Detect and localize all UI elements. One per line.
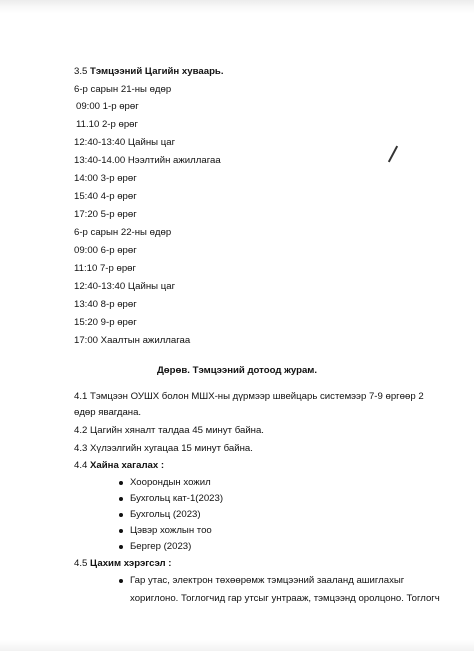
schedule-item: 13:40-14.00 Нээлтийн ажиллагаа: [74, 155, 221, 166]
bullet-icon: [119, 513, 123, 517]
tiebreak-item: Цэвэр хожлын тоо: [130, 525, 212, 536]
paragraph-4-5-line-2: хориглоно. Тоглогчид гар утсыг унтрааж, тэмцээнд оролцоно. Тоглогч: [130, 593, 440, 604]
schedule-item: 12:40-13:40 Цайны цаг: [74, 281, 176, 292]
bullet-icon: [119, 481, 123, 485]
paragraph-4-5-heading: [74, 558, 171, 570]
schedule-item: 09:00 1-р өрөг: [76, 101, 139, 112]
paragraph-4-4-heading: [74, 460, 164, 472]
paragraph-4-5-title: Цахим хэрэгсэл :: [90, 558, 172, 569]
schedule-item: 15:40 4-р өрөг: [74, 191, 137, 202]
schedule-heading-number: 3.5: [74, 66, 88, 77]
paragraph-4-5-line-1: Гар утас, электрон төхөөрөмж тэмцээний зааланд ашиглахыг: [130, 575, 405, 586]
paragraph-4-2: 4.2 Цагийн хяналт талдаа 45 минут байна.: [74, 425, 264, 436]
bullet-icon: [119, 579, 123, 583]
schedule-item: 15:20 9-р өрөг: [74, 317, 137, 328]
schedule-item: 17:00 Хаалтын ажиллагаа: [74, 335, 191, 346]
tiebreak-item: Бухгольц (2023): [130, 509, 201, 520]
bullet-icon: [119, 497, 123, 501]
pen-mark-icon: [388, 146, 398, 163]
schedule-item: 11:10 7-р өрөг: [74, 263, 136, 274]
paragraph-4-4-number: 4.4: [74, 460, 88, 471]
bullet-icon: [119, 545, 123, 549]
day2-date: 6-р сарын 22-ны өдөр: [74, 227, 172, 238]
tiebreak-item: Бергер (2023): [130, 541, 192, 552]
schedule-item: 14:00 3-р өрөг: [74, 173, 137, 184]
schedule-item: 12:40-13:40 Цайны цаг: [74, 137, 176, 148]
schedule-heading: [74, 66, 224, 78]
paragraph-4-4-title: Хайна хагалах :: [90, 460, 165, 471]
schedule-item: 17:20 5-р өрөг: [74, 209, 137, 220]
day1-date: 6-р сарын 21-ны өдөр: [74, 84, 172, 95]
paragraph-4-1-line-1: 4.1 Тэмцээн ОУШХ болон МШХ-ны дүрмээр швейцарь системээр 7-9 өргөөр 2: [74, 391, 424, 402]
bullet-icon: [119, 529, 123, 533]
paragraph-4-3: 4.3 Хүлээлгийн хугацаа 15 минут байна.: [74, 443, 253, 454]
paragraph-4-1-line-2: өдөр явагдана.: [74, 407, 142, 418]
tiebreak-item: Хоорондын хожил: [130, 477, 211, 488]
section4-title: Дөрөв. Тэмцээний дотоод журам.: [156, 365, 318, 376]
paragraph-4-5-number: 4.5: [74, 558, 88, 569]
schedule-item: 09:00 6-р өрөг: [74, 245, 137, 256]
tiebreak-item: Бухгольц кат-1(2023): [130, 493, 224, 504]
schedule-item: 11.10 2-р өрөг: [76, 119, 138, 130]
schedule-item: 13:40 8-р өрөг: [74, 299, 137, 310]
schedule-heading-title: Тэмцээний Цагийн хуваарь.: [90, 66, 224, 77]
